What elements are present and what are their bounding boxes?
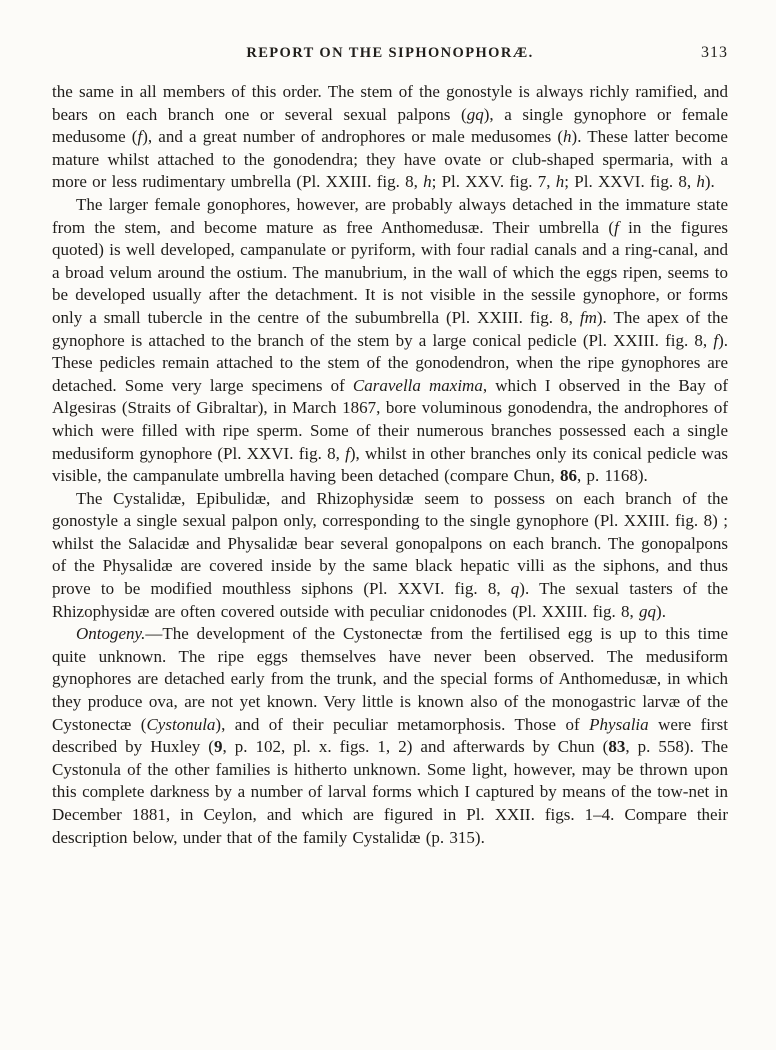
text-run: ). The sexual tasters of the Rhizophysidæ are often covered outside with peculiar cnidonodes (Pl. XXIII. fig. 8, [52, 579, 729, 621]
italic-run: gq [639, 601, 657, 621]
text-run: The larger female gonophores, however, are probably always detached in the immature state from the stem, and become mature as free Anthomedusæ. Their umbrella ( [52, 194, 728, 237]
italic-run: gq [466, 104, 484, 124]
text-run: the same in all members of this order. The stem of the gonostyle is always richly ramified, and bears on each branch one or several sexual palpons ( [52, 82, 728, 124]
italic-run: Physalia [589, 714, 649, 734]
text-run: ; Pl. XXVI. fig. 8, [564, 172, 697, 192]
italic-run: fm [579, 307, 597, 327]
page-paragraphs [52, 81, 728, 849]
paragraph [52, 81, 728, 194]
italic-run: f [614, 217, 619, 237]
text-run: ; Pl. XXV. fig. 7, [431, 172, 556, 192]
bold-run: 86 [559, 466, 577, 486]
text-run: , p. 558). The Cystonula of the other families is hitherto unknown. Some light, however, may be thrown upon this complete darkness by a number of larval forms which I captured by means of the tow-net in December 1881, in Ceylon, and which are figured in Pl. XXII. figs. 1–4. Compare their description below, under that of the family Cystalidæ (p. 315). [52, 737, 728, 847]
italic-run: Ontogeny. [76, 624, 146, 644]
bold-run: 9 [213, 737, 223, 757]
text-run: ), and a great number of androphores or male medusomes ( [142, 127, 564, 147]
italic-run: Cystonula [146, 714, 216, 734]
italic-run: Caravella maxima [352, 375, 483, 395]
text-run: The Cystalidæ, Epibulidæ, and Rhizophysidæ seem to possess on each branch of the gonostyle a single sexual palpon only, corresponding to the single gynophore (Pl. XXIII. fig. 8) ; whilst the Salacidæ and Physalidæ bear several gonopalpons on each branch. The gonopalpons of the Physalidæ are covered inside by the same black hepatic villi as the siphons, and thus prove to be modified mouthless siphons (Pl. XXVI. fig. 8, [52, 488, 728, 599]
paragraph [52, 623, 728, 849]
italic-run: h [696, 172, 705, 192]
bold-run: 83 [608, 737, 626, 757]
text-run: ). [704, 172, 715, 192]
italic-run: h [423, 172, 432, 192]
paragraph [52, 194, 728, 488]
text-run: , p. 1168). [576, 466, 648, 486]
italic-run: f [713, 330, 719, 350]
italic-run: q [510, 579, 520, 599]
text-run: —The development of the Cystonectæ from the fertilised egg is up to this time quite unknown. The ripe eggs themselves have never been observed. The medusiform gynophores are detached early from the trunk, and the special forms of Anthomedusæ, in which they produce ova, are not yet known. Very little is known also of the monogastric larvæ of the Cystonectæ ( [52, 624, 728, 734]
text-run: ). These pedicles remain attached to the stem of the gonodendron, when the ripe gynophores are detached. Some very large specimens of [52, 330, 728, 395]
page-header [52, 44, 728, 64]
paragraph [52, 488, 728, 624]
italic-run: f [345, 443, 350, 463]
text-run: in the figures quoted) is well developed, campanulate or pyriform, with four radial canals and a ring-canal, and a broad velum around the ostium. The manubrium, in the wall of which the eggs ripen, seems to be developed usually after the detachment. It is not visible in the sessile gynophore, or forms only a small tubercle in the centre of the subumbrella (Pl. XXIII. fig. 8, [52, 217, 728, 327]
text-run: were first described by Huxley ( [52, 714, 728, 757]
italic-run: f [137, 127, 143, 147]
text-run: ). [656, 601, 666, 621]
text-run: ). These latter become mature whilst attached to the gonodendra; they have ovate or club-shaped spermaria, with a more or less rudimentary umbrella (Pl. XXIII. fig. 8, [52, 127, 728, 192]
text-run: , p. 102, pl. x. figs. 1, 2) and afterwards by Chun ( [222, 737, 609, 757]
text-run: ), whilst in other branches only its conical pedicle was visible, the campanulate umbrella having been detached (compare Chun, [52, 443, 728, 486]
italic-run: h [555, 172, 565, 192]
page-number: 313 [701, 44, 728, 61]
italic-run: h [563, 127, 572, 147]
text-run: ), a single gynophore or female medusome ( [52, 104, 728, 147]
text-run: ), and of their peculiar metamorphosis. Those of [215, 714, 590, 734]
running-head: REPORT ON THE SIPHONOPHORÆ. [246, 45, 534, 61]
text-run: ). The apex of the gynophore is attached to the branch of the stem by a large conical pedicle (Pl. XXIII. fig. 8, [52, 307, 728, 350]
text-run: , which I observed in the Bay of Algesiras (Straits of Gibraltar), in March 1867, bore voluminous gonodendra, the androphores of which were filled with ripe sperm. Some of their numerous branches possessed each a single medusiform gynophore (Pl. XXVI. fig. 8, [52, 375, 728, 463]
